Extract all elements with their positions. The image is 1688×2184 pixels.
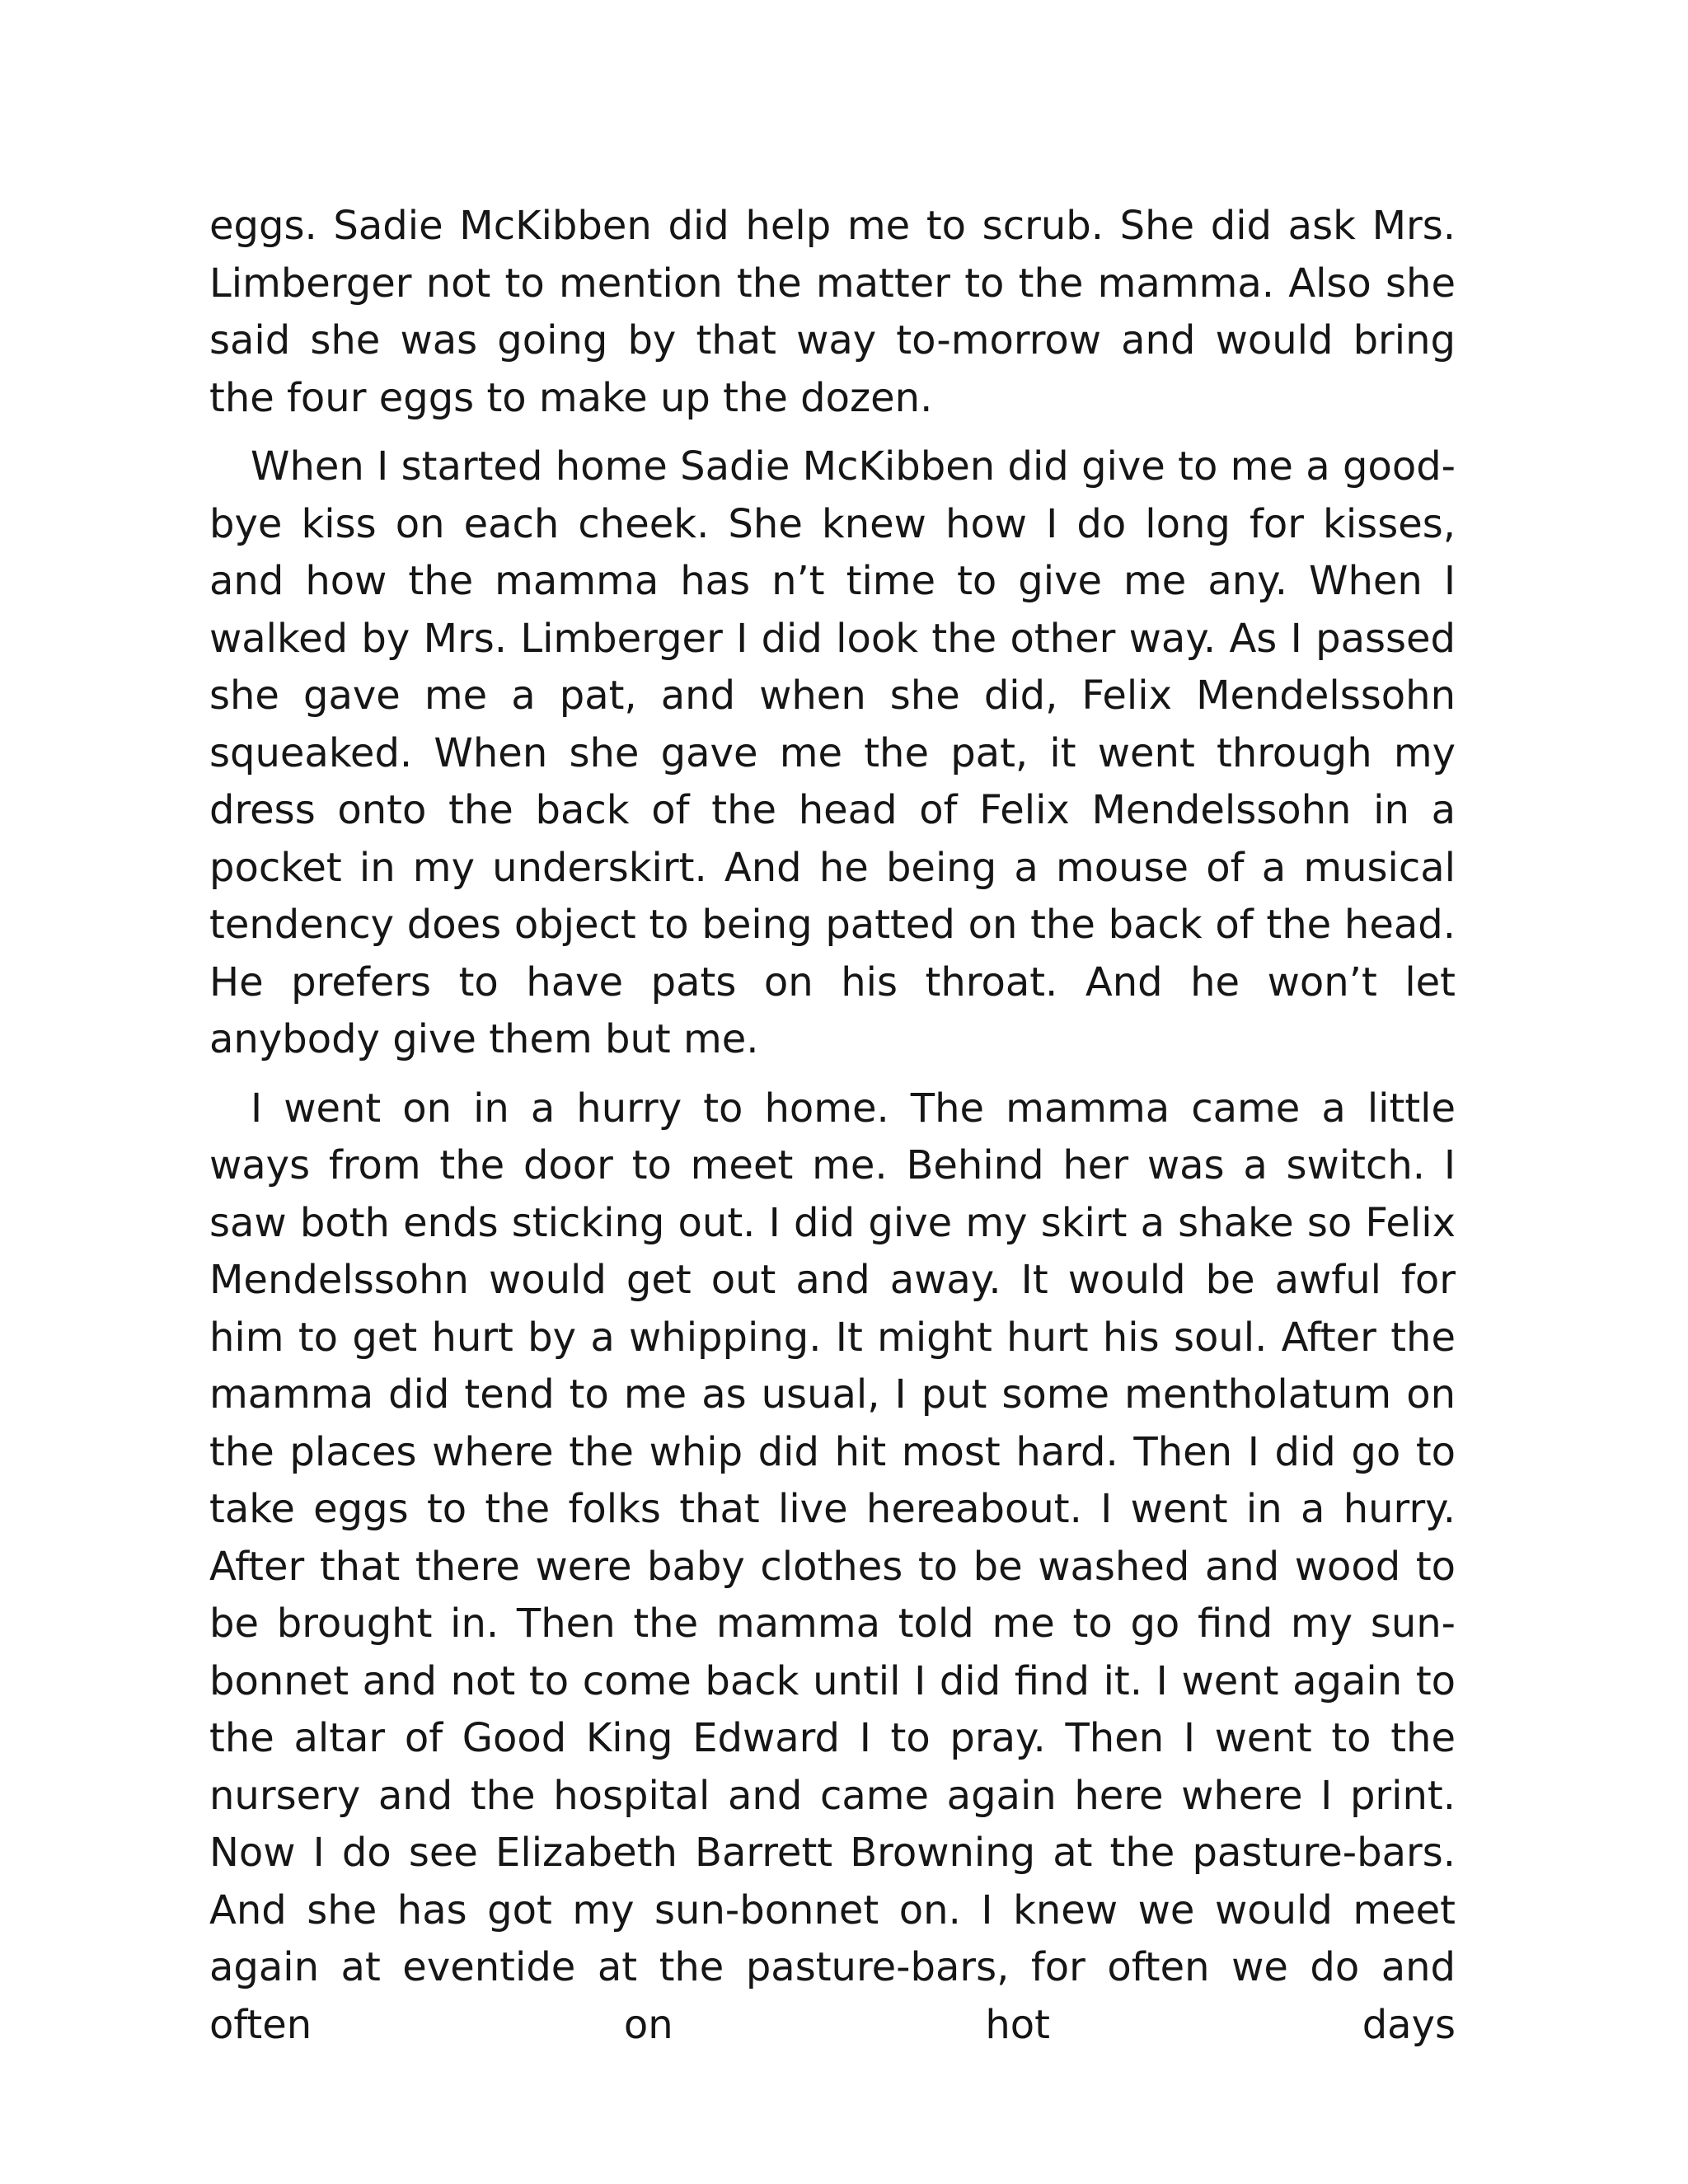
page-body	[209, 198, 1456, 2054]
paragraph-2: When I started home Sadie McKibben did give to me a good-bye kiss on each cheek. She knew how I do long for kisses, and how the mamma has n’t time to give me any. When I walked by Mrs. Limberger I did look the other way. As I passed she gave me a pat, and when she did, Felix Mendelssohn squeaked. When she gave me the pat, it went through my dress onto the back of the head of Felix Mendelssohn in a pocket in my underskirt. And he being a mouse of a musical tendency does object to being patted on the back of the head. He prefers to have pats on his throat. And he won’t let anybody give them but me.	[209, 443, 1456, 1062]
paragraph-1: eggs. Sadie McKibben did help me to scrub. She did ask Mrs. Limberger not to mention the matter to the mamma. Also she said she was going by that way to-morrow and would bring the four eggs to make up the dozen.	[209, 203, 1456, 421]
paragraph-3: I went on in a hurry to home. The mamma came a little ways from the door to meet me. Behind her was a switch. I saw both ends sticking out. I did give my skirt a shake so Felix Mendelssohn would get out and away. It would be awful for him to get hurt by a whipping. It might hurt his soul. After the mamma did tend to me as usual, I put some mentholatum on the places where the whip did hit most hard. Then I did go to take eggs to the folks that live hereabout. I went in a hurry. After that there were baby clothes to be washed and wood to be brought in. Then the mamma told me to go find my sun-bonnet and not to come back until I did find it. I went again to the altar of Good King Edward I to pray. Then I went to the nursery and the hospital and came again here where I print. Now I do see Elizabeth Barrett Browning at the pasture-bars. And she has got my sun-bonnet on. I knew we would meet again at eventide at the pasture-bars, for often we do and often on hot days	[209, 1085, 1456, 2048]
